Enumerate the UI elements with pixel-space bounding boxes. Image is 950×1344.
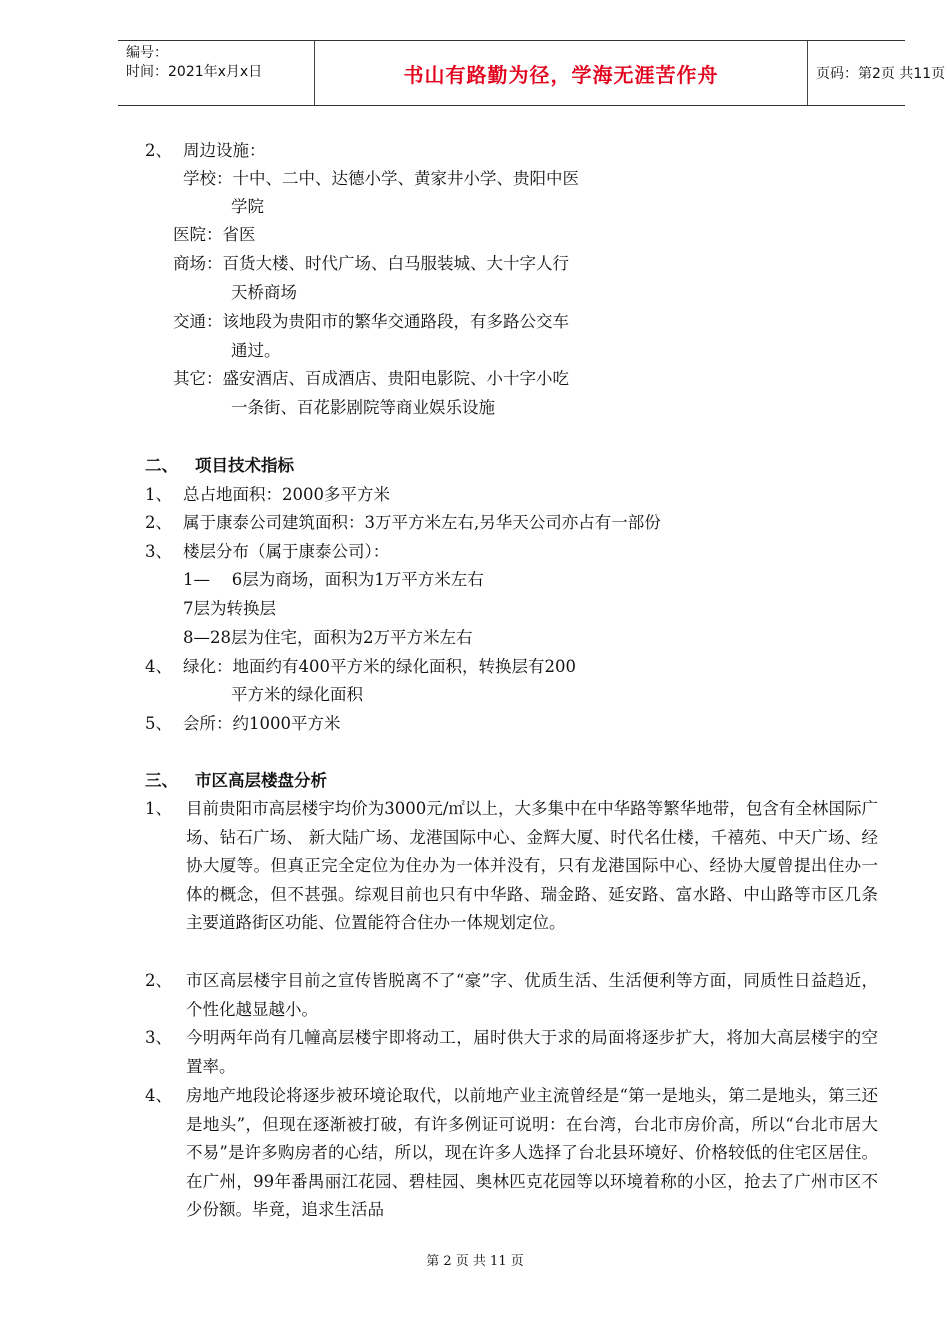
page-header (118, 40, 946, 106)
s3-item-number: 2、 (145, 971, 172, 990)
s2-item-number: 2、 (145, 513, 172, 532)
facility-other: 其它：盛安酒店、百成酒店、贵阳电影院、小十字小吃 (173, 369, 569, 388)
page-footer: 第 2 页 共 11 页 (426, 1254, 524, 1269)
s3-paragraph: 目前贵阳市高层楼宇均价为3000元/㎡以上，大多集中在中华路等繁华地带，包含有全林国际广场、钻石广场、 新大陆广场、龙港国际中心、金辉大厦、时代名仕楼，千禧苑、中天广场、经协大厦等。但真正完全定位为住办为一体并没有，只有龙港国际中心、经协大厦曾提出住办一体的概念，但不甚强。综观目前也只有中华路、瑞金路、延安路、富水路、中山路等市区几条主要道路街区功能、位置能符合住办一体规划定位。 (186, 799, 878, 933)
s2-item-text: 楼层分布（属于康泰公司）： (183, 542, 390, 561)
s3-paragraph: 房地产地段论将逐步被环境论取代，以前地产业主流曾经是“第一是地头，第二是地头，第三还是地头”，但现在逐渐被打破，有许多例证可说明：在台湾，台北市房价高，所以“台北市居大不易”是许多购房者的心结，所以，现在许多人选择了台北县环境好、价格较低的住宅区居住。在广州，99年番禺丽江花园、碧桂园、奥林匹克花园等以环境着称的小区，抢去了广州市区不少份额。毕竟，追求生活品 (186, 1086, 878, 1220)
header-meta (118, 41, 315, 105)
section3-number: 三、 (145, 771, 178, 790)
facility-mall: 商场：百货大楼、时代广场、白马服装城、大十字人行 (173, 254, 569, 273)
s2-item-text-cont: 平方米的绿化面积 (231, 685, 363, 704)
facility-hospital: 医院：省医 (173, 225, 256, 244)
header-page-number: 页码：第2页 共11页 (816, 66, 946, 82)
s3-paragraph: 今明两年尚有几幢高层楼宇即将动工，届时供大于求的局面将逐步扩大，将加大高层楼宇的空置率。 (186, 1028, 878, 1076)
section2-number: 二、 (145, 456, 178, 475)
s3-item-number: 4、 (145, 1086, 172, 1105)
s3-item-number: 3、 (145, 1028, 172, 1047)
s2-item-text: 属于康泰公司建筑面积：3万平方米左右,另华天公司亦占有一部份 (183, 513, 661, 532)
facility-school: 学校：十中、二中、达德小学、黄家井小学、贵阳中医 (183, 169, 579, 188)
s2-item-number: 5、 (145, 714, 172, 733)
facilities-number: 2、 (145, 141, 172, 160)
facilities-title: 周边设施： (183, 141, 266, 160)
section3-heading: 市区高层楼盘分析 (195, 771, 327, 790)
s2-item-number: 4、 (145, 657, 172, 676)
facility-mall-cont: 天桥商场 (231, 283, 297, 302)
date-label: 时间：2021年x月x日 (126, 64, 263, 80)
floor-commercial: 1— 6层为商场，面积为1万平方米左右 (183, 570, 484, 589)
s3-paragraph: 市区高层楼宇目前之宣传皆脱离不了“豪”字、优质生活、生活便利等方面，同质性日益趋近，个性化越显越小。 (186, 971, 878, 1019)
floor-residential: 8—28层为住宅，面积为2万平方米左右 (183, 628, 473, 647)
s3-item-number: 1、 (145, 799, 172, 818)
header-motto: 书山有路勤为径，学海无涯苦作舟 (403, 62, 719, 87)
facility-traffic-cont: 通过。 (231, 341, 281, 360)
section2-heading: 项目技术指标 (195, 456, 294, 475)
header-motto-cell (315, 41, 808, 105)
serial-number-label: 编号： (126, 45, 168, 61)
s2-item-text: 会所：约1000平方米 (183, 714, 341, 733)
s2-item-number: 1、 (145, 485, 172, 504)
s2-item-number: 3、 (145, 542, 172, 561)
s2-item-text: 总占地面积：2000多平方米 (183, 485, 390, 504)
floor-transfer: 7层为转换层 (183, 599, 276, 618)
facility-school-cont: 学院 (231, 197, 264, 216)
facility-other-cont: 一条街、百花影剧院等商业娱乐设施 (231, 398, 495, 417)
facility-traffic: 交通：该地段为贵阳市的繁华交通路段，有多路公交车 (173, 312, 569, 331)
s2-item-text: 绿化：地面约有400平方米的绿化面积，转换层有200 (183, 657, 576, 676)
